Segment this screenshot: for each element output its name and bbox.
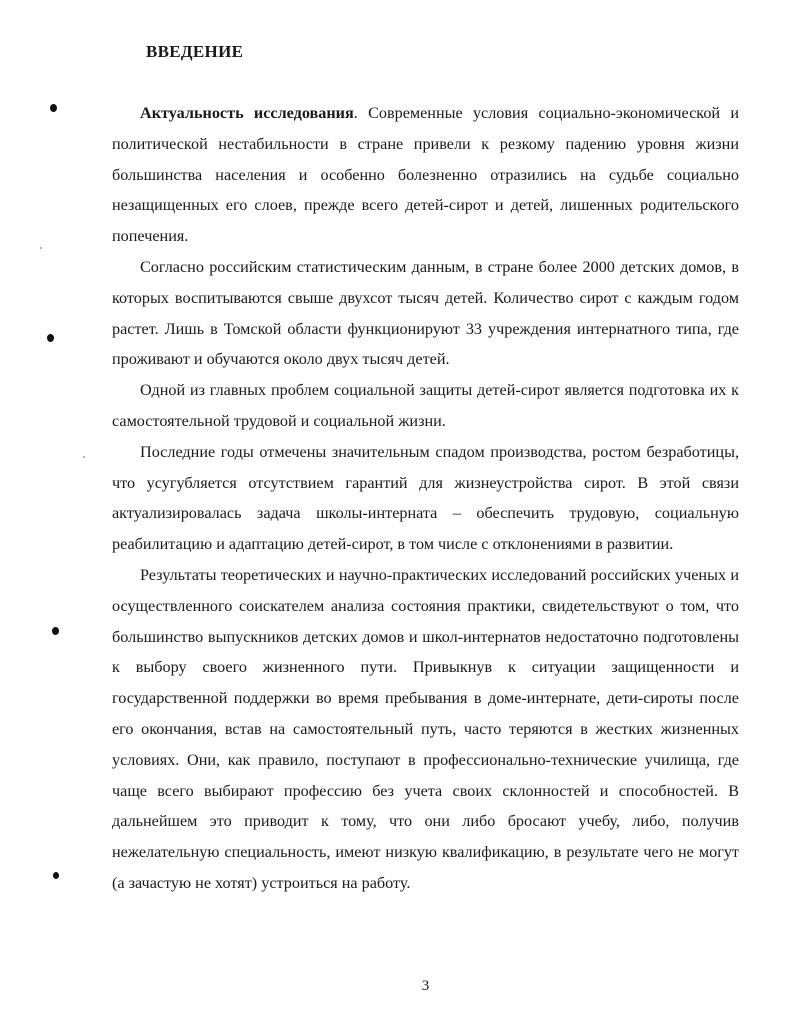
section-heading: ВВЕДЕНИЕ [146,42,244,61]
binding-hole-mark [53,872,59,879]
paragraph-lead: Актуальность исследования [140,104,354,122]
paragraph-problem: Одной из главных проблем социальной защиты детей-сирот является подготовка их к самостоятельной трудовой и социальной жизни. [112,381,739,430]
body-text [112,98,739,899]
paragraph-research-results: Результаты теоретических и научно-практических исследований российских ученых и осуществленного соискателем анализа состояния практики, свидетельствуют о том, что большинство выпускников детских домов и школ-интернатов недостаточно подготовлены к выбору своего жизненного пути. Привыкнув к ситуации защищенности и государственной поддержки во время пребывания в доме-интернате, дети-сироты после его окончания, встав на самостоятельный путь, часто теряются в жестких жизненных условиях. Они, как правило, поступают в профессионально-технические училища, где чаще всего выбирают профессию без учета своих склонностей и способностей. В дальнейшем это приводит к тому, что они либо бросают учебу, либо, получив нежелательную специальность, имеют низкую квалификацию, в результате чего не могут (а зачастую не хотят) устроиться на работу. [112,565,739,892]
binding-hole-mark [47,334,54,342]
scan-speck [40,247,42,249]
paragraph-statistics: Согласно российским статистическим данным, в стране более 2000 детских домов, в которых воспитываются свыше двухсот тысяч детей. Количество сирот с каждым годом растет. Лишь в Томской области функционируют 33 учреждения интернатного типа, где проживают и обучаются около двух тысяч детей. [112,257,739,369]
paragraph-context: Последние годы отмечены значительным спадом производства, ростом безработицы, что усугубляется отсутствием гарантий для жизнеустройства сирот. В этой связи актуализировалась задача школы-интерната – обеспечить трудовую, социальную реабилитацию и адаптацию детей-сирот, в том числе с отклонениями в развитии. [112,442,739,554]
paragraph-relevance [112,98,739,252]
scan-speck [83,456,85,458]
binding-hole-mark [52,627,59,635]
page-number: 3 [421,978,430,994]
binding-hole-mark [50,104,57,112]
paragraph-text: . Современные условия социально-экономической и политической нестабильности в стране привели к резкому падению уровня жизни большинства населения и особенно болезненно отразились на судьбе социально незащищенных его слоев, прежде всего детей-сирот и детей, лишенных родительского попечения. [112,104,739,246]
